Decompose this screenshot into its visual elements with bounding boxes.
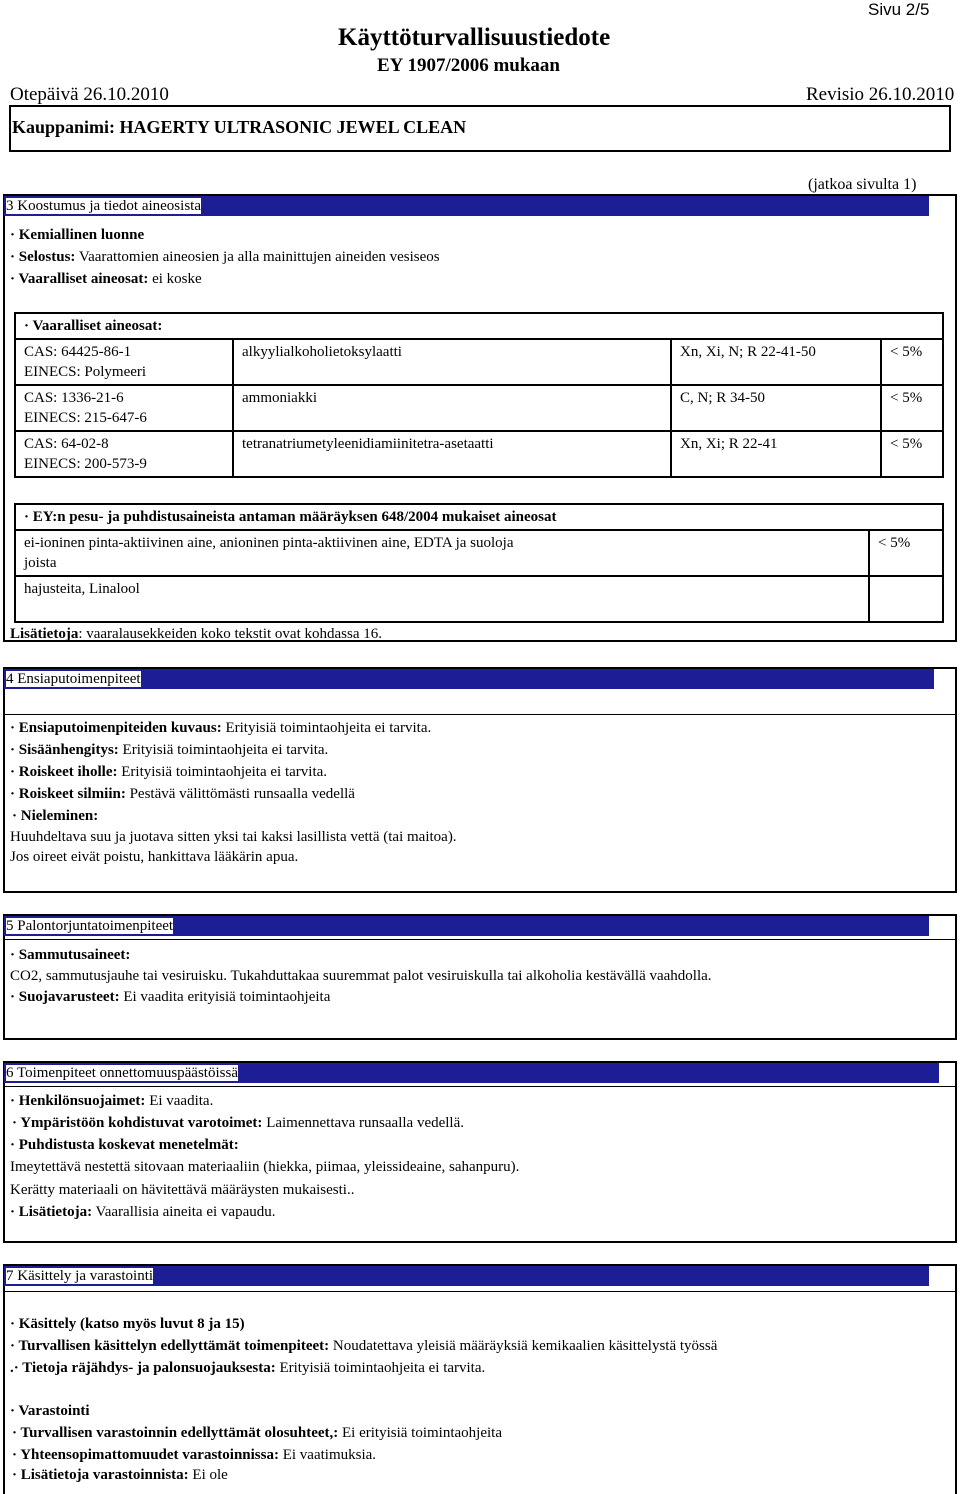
cleanup-label: · Puhdistusta koskevat menetelmät: — [10, 1137, 239, 1153]
document-title: Käyttöturvallisuustiedote — [338, 24, 611, 51]
cas-cell: CAS: 64425-86-1 EINECS: Polymeeri — [15, 339, 233, 385]
hazardous-line — [10, 271, 202, 288]
regulation-title: · EY:n pesu- ja puhdistusaineista antaman määräyksen 648/2004 mukaiset aineosat — [15, 504, 943, 530]
table-row — [15, 576, 943, 622]
section-5-divider — [4, 939, 955, 940]
ingestion-text-2: Jos oireet eivät poistu, hankittava lääkärin apua. — [10, 849, 299, 865]
cas-cell: CAS: 1336-21-6 EINECS: 215-647-6 — [15, 385, 233, 431]
storage-conditions-line: · Turvallisen varastoinnin edellyttämät olosuhteet,: Ei erityisiä toimintaohjeita — [12, 1425, 502, 1441]
additional-info-line — [10, 626, 382, 643]
skin-contact-line: · Roiskeet iholle: Erityisiä toimintaohjeita ei tarvita. — [10, 764, 328, 780]
storage-label: · Varastointi — [10, 1403, 90, 1419]
concentration: < 5% — [881, 431, 943, 477]
additional-info-text: : vaaralausekkeiden koko tekstit ovat kohdassa 16. — [78, 626, 382, 642]
continued-note: (jatkoa sivulta 1) — [808, 176, 917, 193]
table-title: · Vaaralliset aineosat: — [15, 313, 943, 339]
section-4-header-bar — [4, 669, 934, 689]
regulation-fragrance: hajusteita, Linalool — [15, 576, 869, 622]
eye-contact-line: · Roiskeet silmiin: Pestävä välittömästi runsaalla vedellä — [10, 786, 355, 802]
classification: Xn, Xi, N; R 22-41-50 — [671, 339, 881, 385]
concentration: < 5% — [881, 385, 943, 431]
table-row — [15, 530, 943, 576]
storage-additional-line: · Lisätietoja varastoinnista: Ei ole — [12, 1467, 228, 1483]
description-text: Vaarattomien aineosien ja alla mainittujen aineiden vesiseos — [75, 249, 440, 265]
regulation-concentration: < 5% — [869, 530, 943, 576]
hazardous-ingredients-table — [14, 312, 944, 478]
document-subtitle: EY 1907/2006 mukaan — [377, 55, 560, 76]
section-4-divider — [4, 714, 955, 715]
hazardous-label: · Vaaralliset aineosat: — [10, 271, 149, 287]
substance-name: ammoniakki — [233, 385, 671, 431]
personal-protection-line: · Henkilönsuojaimet: Ei vaadita. — [10, 1093, 214, 1109]
environmental-line: · Ympäristöön kohdistuvat varotoimet: Laimennettava runsaalla vedellä. — [12, 1115, 465, 1131]
extinguishing-label: · Sammutusaineet: — [10, 947, 131, 963]
cleanup-text-2: Kerätty materiaali on hävitettävä määräysten mukaisesti.. — [10, 1182, 355, 1198]
substance-name: tetranatriumetyleenidiamiinitetra-asetaatti — [233, 431, 671, 477]
print-date: Otepäivä 26.10.2010 — [10, 84, 169, 105]
classification: C, N; R 34-50 — [671, 385, 881, 431]
section-3-heading: 3 Koostumus ja tiedot aineosista — [6, 198, 201, 214]
section-7-divider — [4, 1291, 955, 1292]
ingestion-label: · Nieleminen: — [12, 808, 99, 824]
safe-handling-line: · Turvallisen käsittelyn edellyttämät toimenpiteet: Noudatettava yleisiä määräyksiä kemikaalien käsittelystä työssä — [10, 1338, 718, 1354]
classification: Xn, Xi; R 22-41 — [671, 431, 881, 477]
handling-label: · Käsittely (katso myös luvut 8 ja 15) — [10, 1316, 245, 1332]
protective-equipment-line: · Suojavarusteet: Ei vaadita erityisiä toimintaohjeita — [10, 989, 331, 1005]
section-6-additional-line: · Lisätietoja: Vaarallisia aineita ei vapaudu. — [10, 1204, 276, 1220]
fire-explosion-line: .· Tietoja räjähdys- ja palonsuojauksesta: Erityisiä toimintaohjeita ei tarvita. — [10, 1360, 486, 1376]
table-row — [15, 385, 943, 431]
trade-name: Kauppanimi: HAGERTY ULTRASONIC JEWEL CLEAN — [12, 117, 467, 137]
description-label: · Selostus: — [10, 249, 76, 265]
table-row — [15, 431, 943, 477]
additional-info-label: Lisätietoja — [10, 626, 79, 642]
page-number: Sivu 2/5 — [868, 0, 930, 19]
first-aid-line: · Ensiaputoimenpiteiden kuvaus: Erityisiä toimintaohjeita ei tarvita. — [10, 720, 432, 736]
table-row — [15, 339, 943, 385]
ingestion-text-1: Huuhdeltava suu ja juotava sitten yksi tai kaksi lasillista vettä (tai maitoa). — [10, 829, 457, 845]
extinguishing-text: CO2, sammutusjauhe tai vesiruisku. Tukahduttakaa suuremmat palot vesiruiskulla tai alkoholia kestävällä vaahdolla. — [10, 968, 712, 984]
cleanup-text-1: Imeytettävä nestettä sitovaan materiaaliin (hiekka, piimaa, yleissideaine, sahanpuru). — [10, 1159, 520, 1175]
description-line — [10, 249, 440, 266]
inhalation-line: · Sisäänhengitys: Erityisiä toimintaohjeita ei tarvita. — [10, 742, 329, 758]
detergent-regulation-table — [14, 503, 944, 623]
substance-name: alkyylialkoholietoksylaatti — [233, 339, 671, 385]
regulation-empty — [869, 576, 943, 622]
section-4-heading: 4 Ensiaputoimenpiteet — [6, 671, 141, 687]
revision-date: Revisio 26.10.2010 — [806, 84, 955, 105]
section-6-heading: 6 Toimenpiteet onnettomuuspäästöissä — [6, 1065, 238, 1081]
section-5-heading: 5 Palontorjuntatoimenpiteet — [6, 918, 174, 934]
chemical-nature-label: · Kemiallinen luonne — [10, 227, 145, 243]
hazardous-text: ei koske — [148, 271, 202, 287]
incompatibilities-line: · Yhteensopimattomuudet varastoinnissa: Ei vaatimuksia. — [12, 1447, 377, 1463]
concentration: < 5% — [881, 339, 943, 385]
regulation-ingredients: ei-ioninen pinta-aktiivinen aine, anioninen pinta-aktiivinen aine, EDTA ja suoloja joista — [15, 530, 869, 576]
section-7-heading: 7 Käsittely ja varastointi — [6, 1268, 154, 1284]
cas-cell: CAS: 64-02-8 EINECS: 200-573-9 — [15, 431, 233, 477]
section-6-divider — [4, 1086, 955, 1087]
